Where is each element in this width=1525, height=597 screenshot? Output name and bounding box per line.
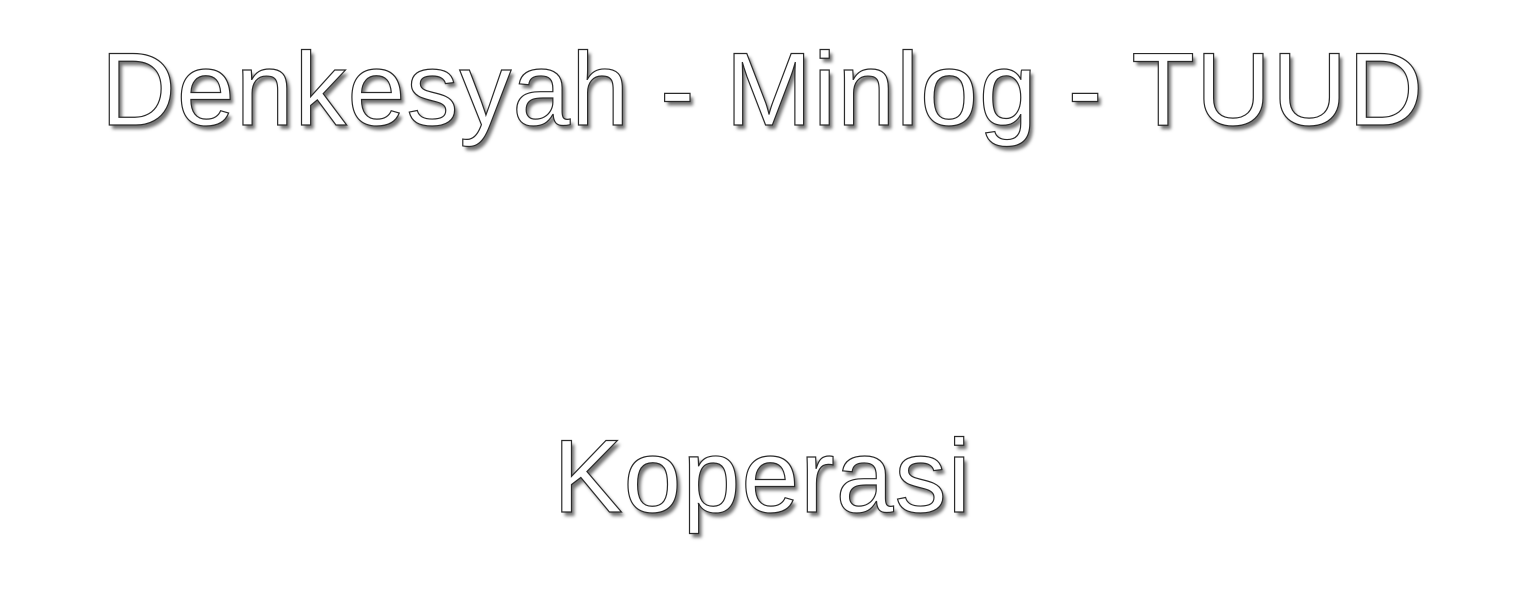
- slide-subtitle: Koperasi: [553, 419, 972, 535]
- slide-title: Denkesyah - Minlog - TUUD: [100, 32, 1425, 148]
